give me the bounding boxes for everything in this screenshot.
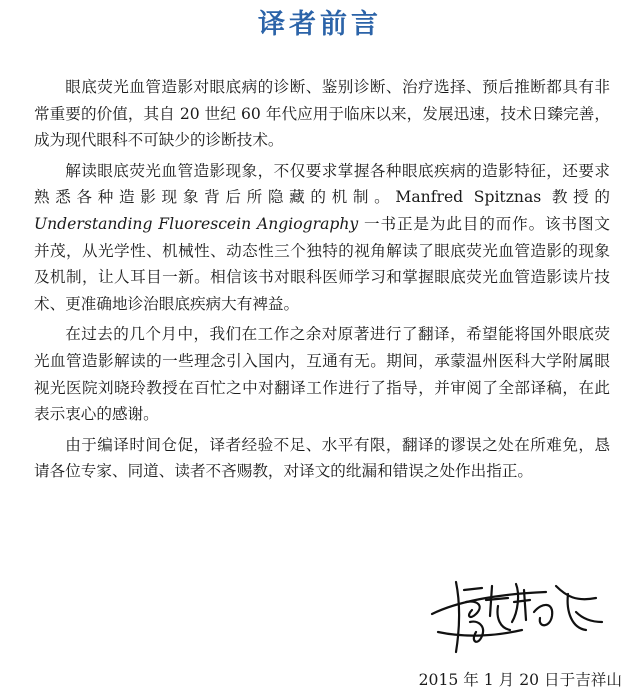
handwritten-signature xyxy=(426,572,606,658)
paragraph-3-text: 在过去的几个月中，我们在工作之余对原著进行了翻译，希望能将国外眼底荧光血管造影解读的一些理念引入国内，互通有无。期间，承蒙温州医科大学附属眼视光医院刘晓玲教授在百忙之中对翻译工作进行了指导，并审阅了全部译稿，在此表示衷心的感谢。 xyxy=(34,325,610,424)
date-location-line: 2015 年 1 月 20 日于吉祥山 xyxy=(418,671,622,689)
paragraph-2-text-b: 一书正是为此目的而作。该书图文并茂，从光学性、机械性、动态性三个独特的视角解读了眼底荧光血管造影的现象及机制，让人耳目一新。相信该书对眼科医师学习和掌握眼底荧光血管造影读片技术、更准确地诊治眼底疾病大有裨益。 xyxy=(34,214,610,313)
signature-image xyxy=(426,572,606,658)
preface-body xyxy=(34,74,610,485)
book-title-italic: Understanding Fluorescein Angiography xyxy=(34,214,359,233)
paragraph-1 xyxy=(34,74,610,154)
paragraph-4-text: 由于编译时间仓促，译者经验不足、水平有限，翻译的谬误之处在所难免，恳请各位专家、同道、读者不吝赐教，对译文的纰漏和错误之处作出指正。 xyxy=(34,435,610,481)
page-title: 译者前言 xyxy=(258,9,382,40)
paragraph-4 xyxy=(34,432,610,485)
paragraph-1-text: 眼底荧光血管造影对眼底病的诊断、鉴别诊断、治疗选择、预后推断都具有非常重要的价值，其自 20 世纪 60 年代应用于临床以来，发展迅速，技术日臻完善，成为现代眼科不可缺少的诊断技术。 xyxy=(34,78,610,150)
paragraph-3 xyxy=(34,321,610,427)
paragraph-2-text-a: 解读眼底荧光血管造影现象，不仅要求掌握各种眼底疾病的造影特征，还要求熟悉各种造影现象背后所隐藏的机制。Manfred Spitznas 教授的 xyxy=(34,161,610,207)
paragraph-2 xyxy=(34,158,610,318)
